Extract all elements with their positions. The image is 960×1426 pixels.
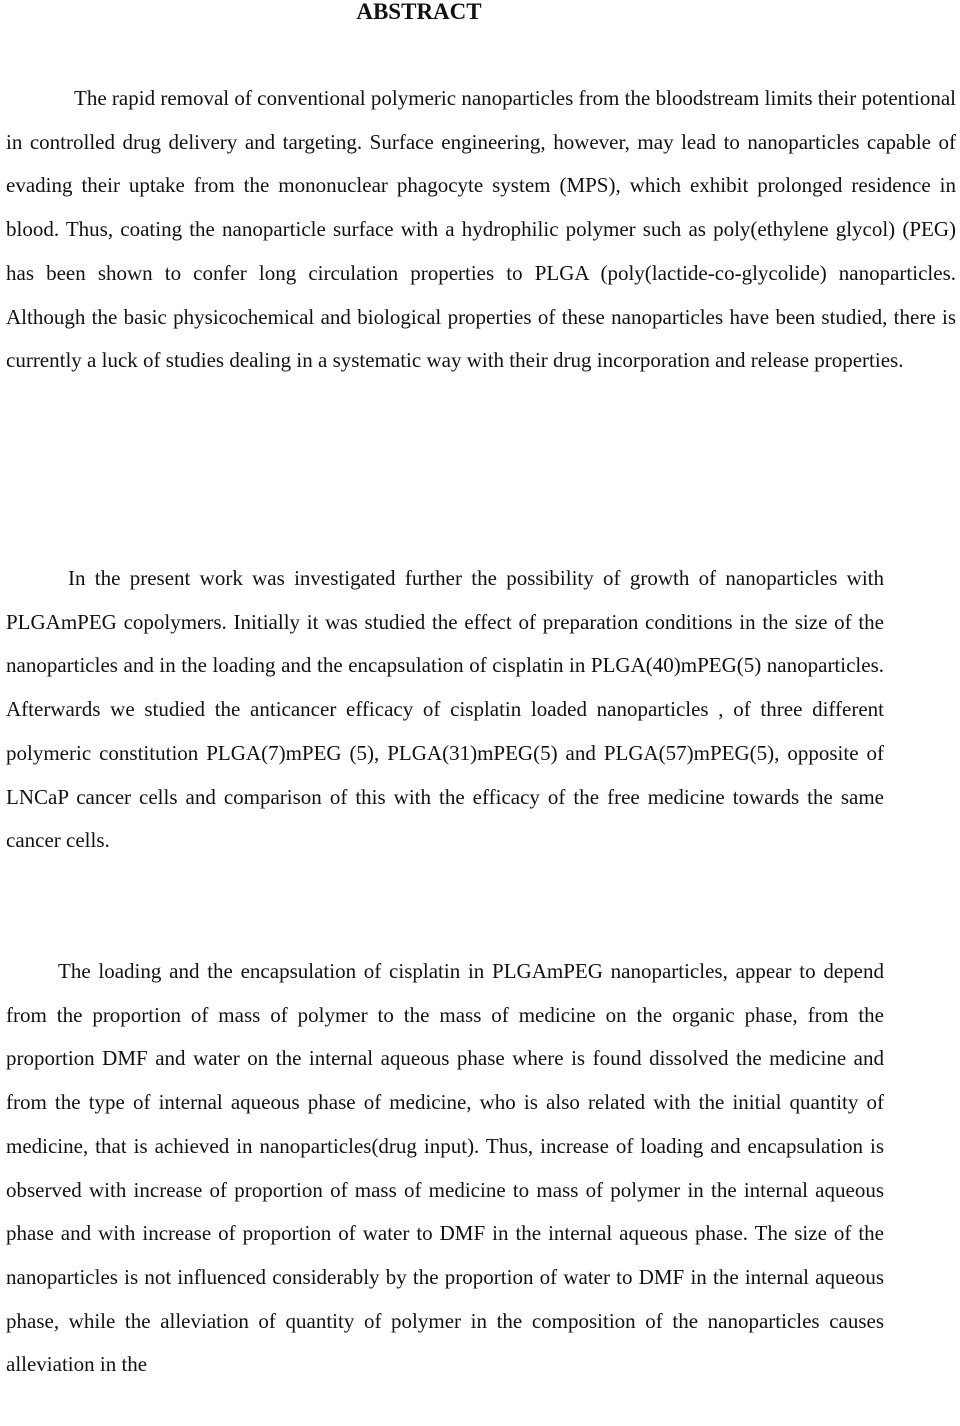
paragraph-2-text: In the present work was investigated further the possibility of growth of nanoparticles with PLGAmPEG copolymers. Initially it was studied the effect of preparation conditions in the size of the nanoparticles and in the loading and the encapsulation of cisplatin in PLGA(40)mPEG(5) nanoparticles. Afterwards we studied the anticancer efficacy of cisplatin loaded nanoparticles , of three different polymeric constitution PLGA(7)mPEG (5), PLGA(31)mPEG(5) and PLGA(57)mPEG(5), opposite of LNCaP cancer cells and comparison of this with the efficacy of the free medicine towards the same cancer cells. (6, 566, 884, 853)
abstract-title: ABSTRACT (356, 0, 482, 24)
paragraph-3-text: The loading and the encapsulation of cisplatin in PLGAmPEG nanoparticles, appear to depend from the proportion of mass of polymer to the mass of medicine on the organic phase, from the proportion DMF and water on the internal aqueous phase where is found dissolved the medicine and from the type of internal aqueous phase of medicine, who is also related with the initial quantity of medicine, that is achieved in nanoparticles(drug input). Thus, increase of loading and encapsulation is observed with increase of proportion of mass of medicine to mass of polymer in the internal aqueous phase and with increase of proportion of water to DMF in the internal aqueous phase. The size of the nanoparticles is not influenced considerably by the proportion of water to DMF in the internal aqueous phase, while the alleviation of quantity of polymer in the composition of the nanoparticles causes alleviation in the (6, 959, 884, 1377)
paragraph-3 (6, 950, 884, 1387)
paragraph-1 (6, 77, 956, 383)
paragraph-1-text: The rapid removal of conventional polymeric nanoparticles from the bloodstream limits their potentional in controlled drug delivery and targeting. Surface engineering, however, may lead to nanoparticles capable of evading their uptake from the mononuclear phagocyte system (MPS), which exhibit prolonged residence in blood. Thus, coating the nanoparticle surface with a hydrophilic polymer such as poly(ethylene glycol) (PEG) has been shown to confer long circulation properties to PLGA (poly(lactide-co-glycolide) nanoparticles. Although the basic physicochemical and biological properties of these nanoparticles have been studied, there is currently a luck of studies dealing in a systematic way with their drug incorporation and release properties. (6, 86, 956, 373)
paragraph-2 (6, 557, 884, 863)
